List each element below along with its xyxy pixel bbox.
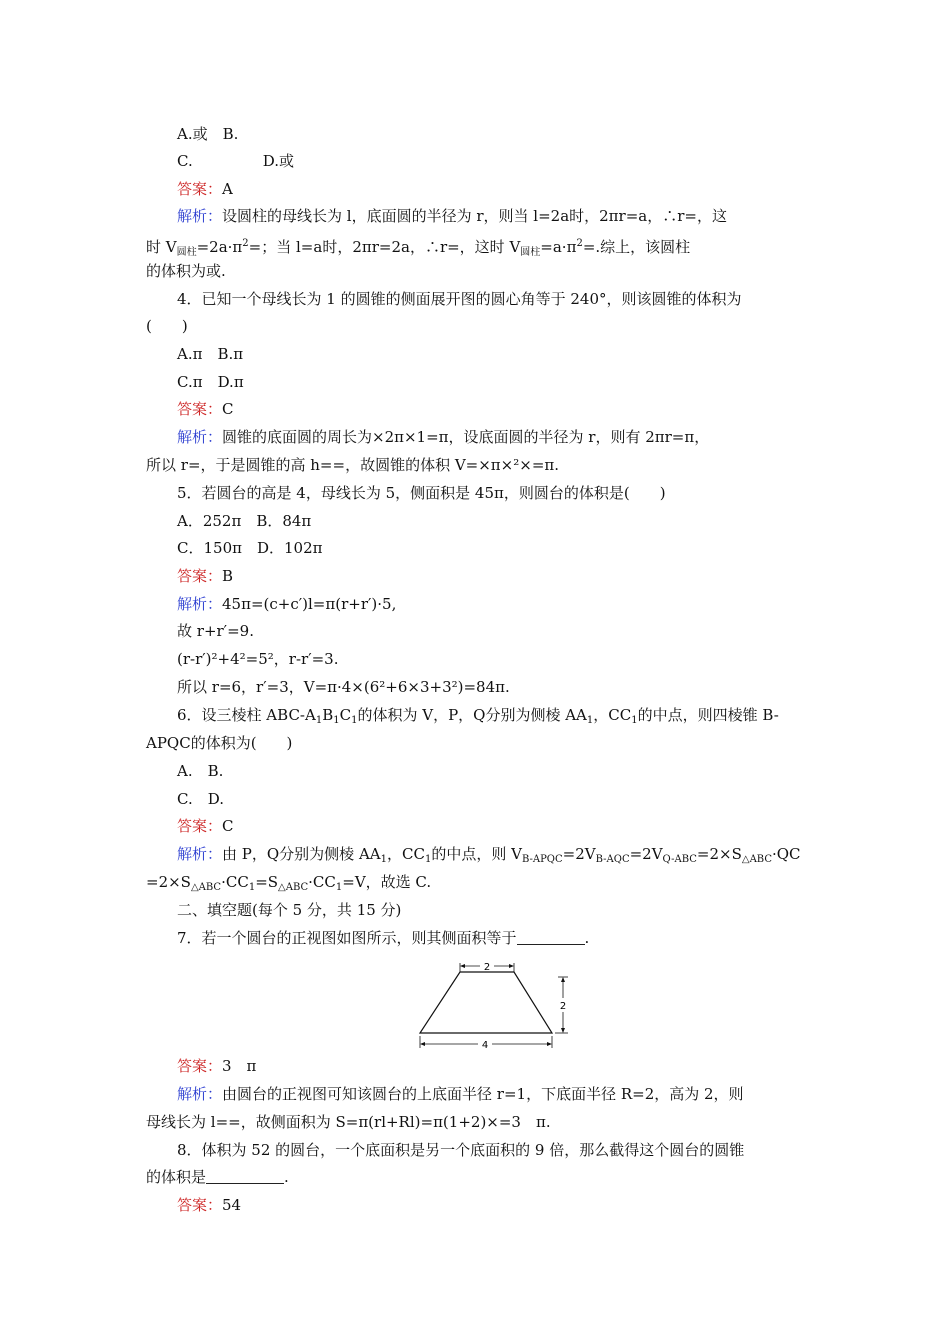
answer-label: 答案：: [177, 1196, 223, 1214]
arrow-head: [509, 964, 514, 968]
subscript: 圆柱: [520, 247, 541, 258]
analysis-text: ·CC: [308, 873, 336, 891]
subscript: △ABC: [741, 854, 772, 865]
q3-option-d: D.或: [262, 152, 294, 170]
stem-text: 7．若一个圆台的正视图如图所示，则其侧面积等于: [177, 929, 517, 947]
analysis-text: ·CC: [221, 873, 249, 891]
analysis-text: =S: [255, 873, 279, 891]
analysis-text: =2a·π: [196, 238, 243, 256]
arrow-head: [420, 1042, 425, 1046]
analysis-text: 圆锥的底面圆的周长为×2π×1=π，设底面圆的半径为 r，则有 2πr=π，: [222, 428, 710, 446]
answer-value: A: [222, 180, 233, 198]
analysis-label: 解析：: [177, 845, 223, 863]
q6-options-ab: A. B.: [177, 762, 224, 780]
q3-analysis-line-3: 的体积为或.: [146, 262, 226, 280]
analysis-text: 的中点，则 V: [431, 845, 522, 863]
q7-analysis-line-1: [0, 1084, 950, 1104]
q4-stem-line-1: 4．已知一个母线长为 1 的圆锥的侧面展开图的圆心角等于 240°，则该圆锥的体积为: [177, 290, 742, 308]
stem-text: 的中点，则四棱锥 B-: [637, 706, 779, 724]
answer-blank: [517, 930, 585, 945]
q5-analysis-line-1: [0, 594, 950, 614]
q3-answer: [0, 179, 950, 199]
answer-value: B: [222, 567, 234, 585]
analysis-text: ·QC: [771, 845, 801, 863]
q4-answer: [0, 399, 950, 419]
subscript: 1: [335, 882, 343, 893]
subscript: B-APQC: [521, 854, 563, 865]
q6-analysis-line-2: [0, 872, 950, 898]
q5-stem: 5．若圆台的高是 4，母线长为 5，侧面积是 45π，则圆台的体积是( ): [177, 484, 666, 502]
stem-text: B: [322, 706, 334, 724]
subscript: 1: [424, 854, 432, 865]
analysis-text: =2×S: [696, 845, 742, 863]
answer-blank: [206, 1169, 284, 1184]
arrow-head: [561, 1028, 565, 1033]
analysis-text: =.综上，该圆柱: [582, 238, 691, 256]
q4-analysis-line-2: 所以 r=，于是圆锥的高 h==，故圆锥的体积 V=×π×²×=π.: [146, 456, 560, 474]
answer-label: 答案：: [177, 1057, 223, 1075]
q3-options-cd: [0, 151, 950, 171]
answer-label: 答案：: [177, 400, 223, 418]
subscript: 1: [315, 715, 323, 726]
q3-analysis-line-2: 时 $V_{圆柱}=2a\cdot\pi^2=$；当 l=a时，2πr=2a，∴r=，这时 $V_{圆柱}=a\cdot\pi^2=$.综上，该圆柱: [146, 238, 691, 258]
q4-options-ab: A.π B.π: [177, 345, 244, 363]
analysis-label: 解析：: [177, 428, 223, 446]
q8-answer: [0, 1195, 950, 1215]
stem-text: 的体积是: [146, 1168, 207, 1186]
answer-value: C: [222, 400, 234, 418]
stem-text: C: [339, 706, 352, 724]
q4-analysis-line-1: [0, 427, 950, 447]
stem-text: 的体积为 V，P，Q分别为侧棱 AA: [357, 706, 587, 724]
subscript: Q-ABC: [662, 854, 697, 865]
subscript: 1: [631, 715, 638, 726]
q5-analysis-line-4: 所以 r=6，r′=3，V=π·4×(6²+6×3+3²)=84π.: [177, 678, 510, 696]
q6-answer: [0, 816, 950, 836]
q8-stem-line-1: 8．体积为 52 的圆台，一个底面积是另一个底面积的 9 倍，那么截得这个圆台的圆锥: [177, 1141, 745, 1159]
answer-label: 答案：: [177, 567, 223, 585]
answer-value: 3 π: [222, 1057, 257, 1075]
analysis-label: 解析：: [177, 1085, 223, 1103]
analysis-text: =2V: [629, 845, 663, 863]
answer-value: C: [222, 817, 234, 835]
arrow-head: [460, 964, 465, 968]
subscript: 1: [380, 854, 387, 865]
q4-options-cd: C.π D.π: [177, 373, 244, 391]
q6-stem-line-2: APQC的体积为( ): [146, 734, 293, 752]
height-label: 2: [559, 1001, 567, 1012]
q5-analysis-line-2: 故 r+r′=9.: [177, 622, 254, 640]
q5-answer: [0, 566, 950, 586]
analysis-text: =V，故选 C.: [342, 873, 432, 891]
q4-stem-line-2: ( ): [146, 317, 188, 335]
answer-label: 答案：: [177, 180, 223, 198]
analysis-text: ，CC: [386, 845, 425, 863]
subscript: △ABC: [190, 882, 222, 893]
subscript: △ABC: [278, 882, 309, 893]
arrow-head: [561, 977, 565, 982]
q7-analysis-line-2: 母线长为 l==，故侧面积为 S=π(rl+Rl)=π(1+2)×=3 π.: [146, 1113, 551, 1131]
subscript: B-AQC: [595, 854, 630, 865]
q5-options-cd: C．150π D．102π: [177, 539, 323, 557]
subscript: 1: [351, 715, 358, 726]
q6-analysis-line-1: [0, 844, 950, 870]
analysis-text: 由 P，Q分别为侧棱 AA: [222, 845, 381, 863]
subscript: 1: [248, 882, 256, 893]
q3-options-ab: A.或 B.: [177, 125, 239, 143]
q6-stem-line-1: [0, 705, 950, 731]
q5-analysis-line-3: (r-r′)²+4²=5²，r-r′=3.: [177, 650, 339, 668]
top-width-label: 2: [483, 962, 491, 973]
analysis-text: =a·π: [540, 238, 577, 256]
stem-text: .: [584, 929, 590, 947]
answer-label: 答案：: [177, 817, 223, 835]
analysis-label: 解析：: [177, 207, 223, 225]
analysis-text: 设圆柱的母线长为 l，底面圆的半径为 r，则当 l=2a时，2πr=a，∴r=，这: [222, 207, 727, 225]
frustum-front-view-figure: [412, 960, 582, 1052]
analysis-label: 解析：: [177, 595, 223, 613]
stem-text: .: [284, 1168, 289, 1186]
subscript: 圆柱: [176, 247, 197, 258]
q8-stem-line-2: [0, 1167, 950, 1187]
q7-answer: [0, 1056, 950, 1076]
subscript: 1: [586, 715, 594, 726]
analysis-text: 45π=(c+c′)l=π(r+r′)·5,: [222, 595, 397, 613]
section-heading: 二、填空题(每个 5 分，共 15 分): [177, 901, 402, 919]
analysis-text: 由圆台的正视图可知该圆台的上底面半径 r=1，下底面半径 R=2，高为 2，则: [222, 1085, 744, 1103]
answer-value: 54: [222, 1196, 242, 1214]
bottom-width-label: 4: [481, 1040, 489, 1051]
q6-options-cd: C. D.: [177, 790, 224, 808]
q7-stem: [0, 928, 950, 948]
analysis-text: =2×S: [146, 873, 191, 891]
subscript: 1: [333, 715, 340, 726]
q3-analysis-line-1: [0, 206, 950, 226]
analysis-text: 时 V: [146, 238, 177, 256]
q5-options-ab: A．252π B．84π: [177, 512, 312, 530]
trapezoid-shape: [420, 972, 552, 1033]
arrow-head: [547, 1042, 552, 1046]
stem-text: ，CC: [593, 706, 632, 724]
stem-text: 6．设三棱柱 ABC-A: [177, 706, 316, 724]
analysis-text: =2V: [562, 845, 596, 863]
analysis-text: =；当 l=a时，2πr=2a，∴r=，这时 V: [248, 238, 521, 256]
q3-option-c: C.: [177, 152, 193, 170]
